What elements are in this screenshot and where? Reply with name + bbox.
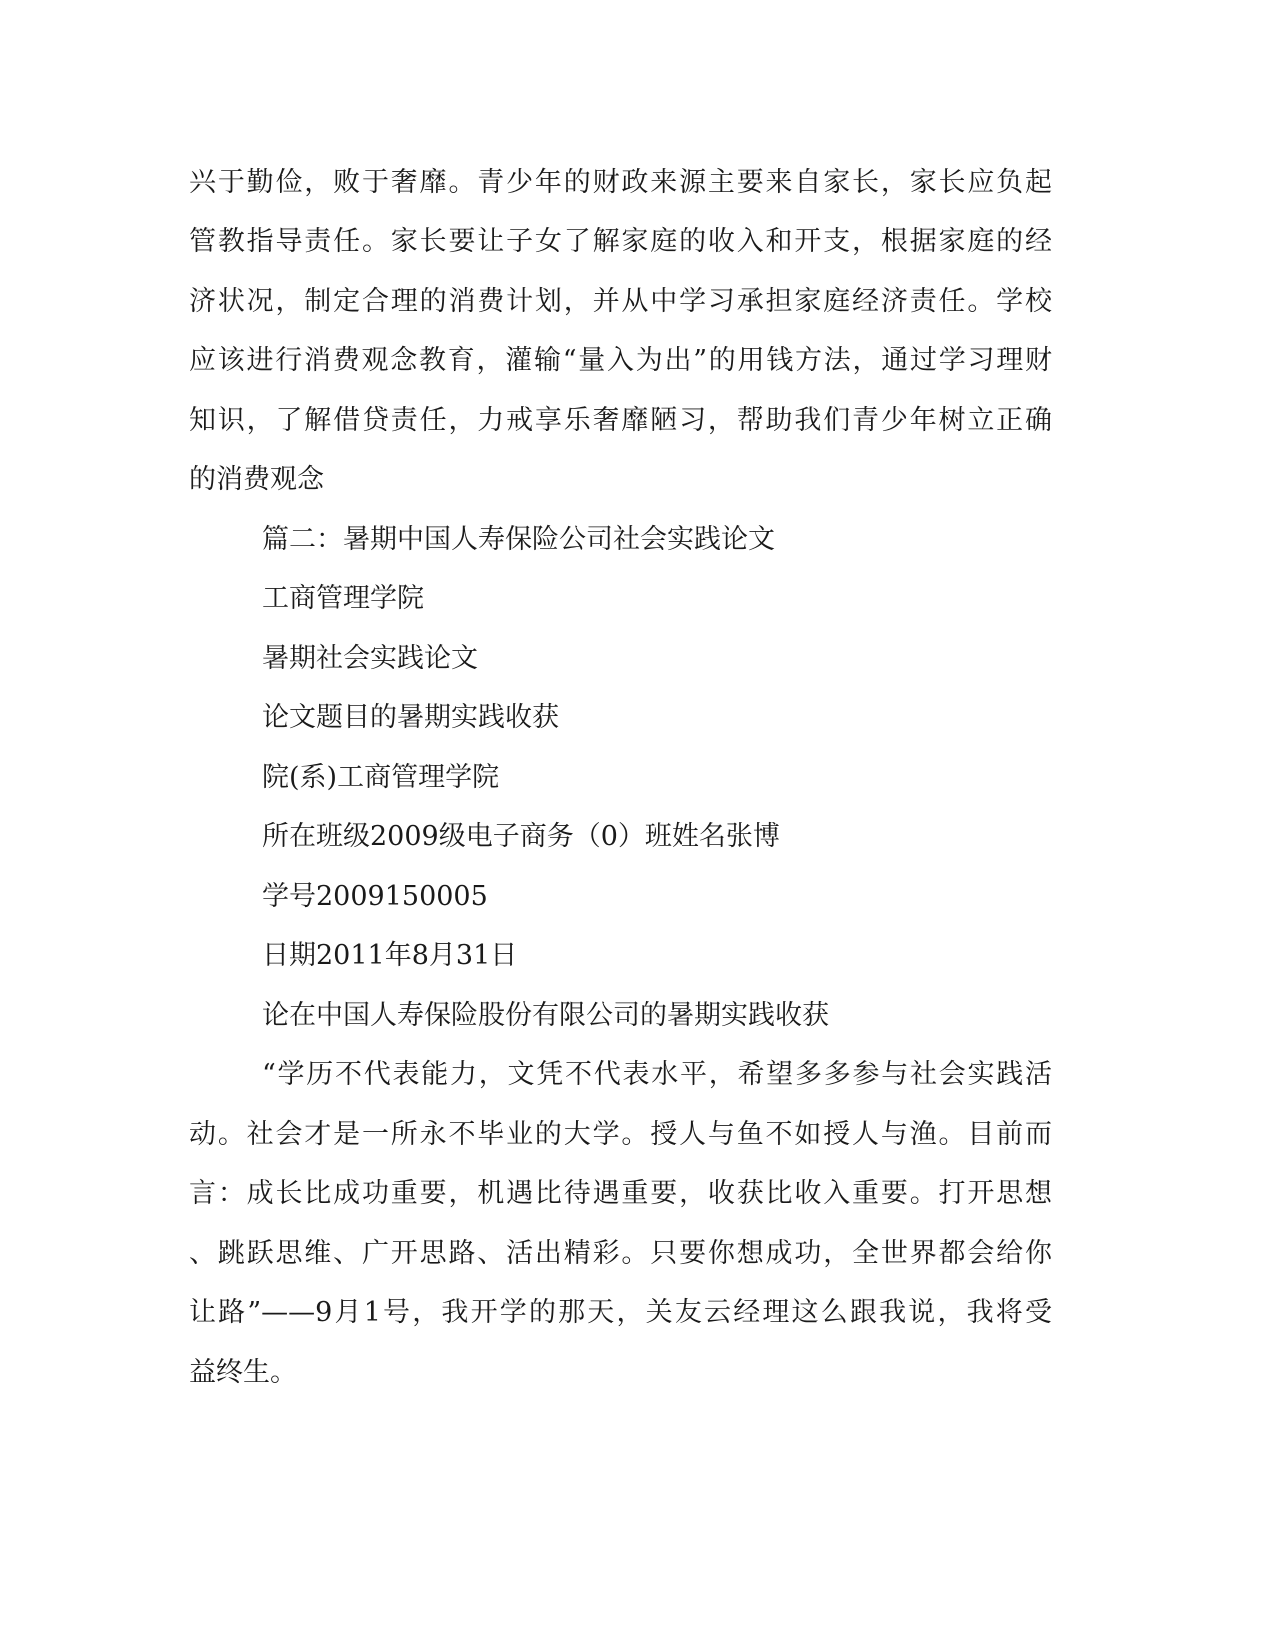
heading-line-2: 工商管理学院 [262,583,424,614]
paragraph1-line-2: 管教指导责任。家长要让子女了解家庭的收入和开支，根据家庭的经 [189,226,1052,257]
heading-line-4: 论文题目的暑期实践收获 [262,702,559,733]
heading-line-6: 所在班级2009级电子商务（0）班姓名张博 [262,821,780,852]
heading-line-7: 学号2009150005 [262,881,488,912]
paragraph2-line-4: 、跳跃思维、广开思路、活出精彩。只要你想成功，全世界都会给你 [189,1238,1052,1269]
paragraph1-line-4: 应该进行消费观念教育，灌输“量入为出”的用钱方法，通过学习理财 [189,345,1052,376]
heading-line-1: 篇二：暑期中国人寿保险公司社会实践论文 [262,524,775,555]
paragraph2-line-3: 言：成长比成功重要，机遇比待遇重要，收获比收入重要。打开思想 [189,1178,1052,1209]
paragraph2-line-1: “学历不代表能力，文凭不代表水平，希望多多参与社会实践活 [262,1059,1052,1090]
paragraph2-line-5: 让路”——9月1号，我开学的那天，关友云经理这么跟我说，我将受 [189,1297,1052,1328]
paragraph1-line-6: 的消费观念 [189,464,324,495]
heading-line-8: 日期2011年8月31日 [262,940,518,971]
heading-line-9: 论在中国人寿保险股份有限公司的暑期实践收获 [262,1000,829,1031]
paragraph1-line-5: 知识，了解借贷责任，力戒享乐奢靡陋习，帮助我们青少年树立正确 [189,405,1052,436]
paragraph2-line-2: 动。社会才是一所永不毕业的大学。授人与鱼不如授人与渔。目前而 [189,1119,1052,1150]
heading-line-3: 暑期社会实践论文 [262,643,478,674]
paragraph1-line-3: 济状况，制定合理的消费计划，并从中学习承担家庭经济责任。学校 [189,286,1052,317]
heading-line-5: 院(系)工商管理学院 [262,762,500,793]
paragraph2-line-6: 益终生。 [189,1357,297,1388]
paragraph1-line-1: 兴于勤俭，败于奢靡。青少年的财政来源主要来自家长，家长应负起 [189,167,1052,198]
